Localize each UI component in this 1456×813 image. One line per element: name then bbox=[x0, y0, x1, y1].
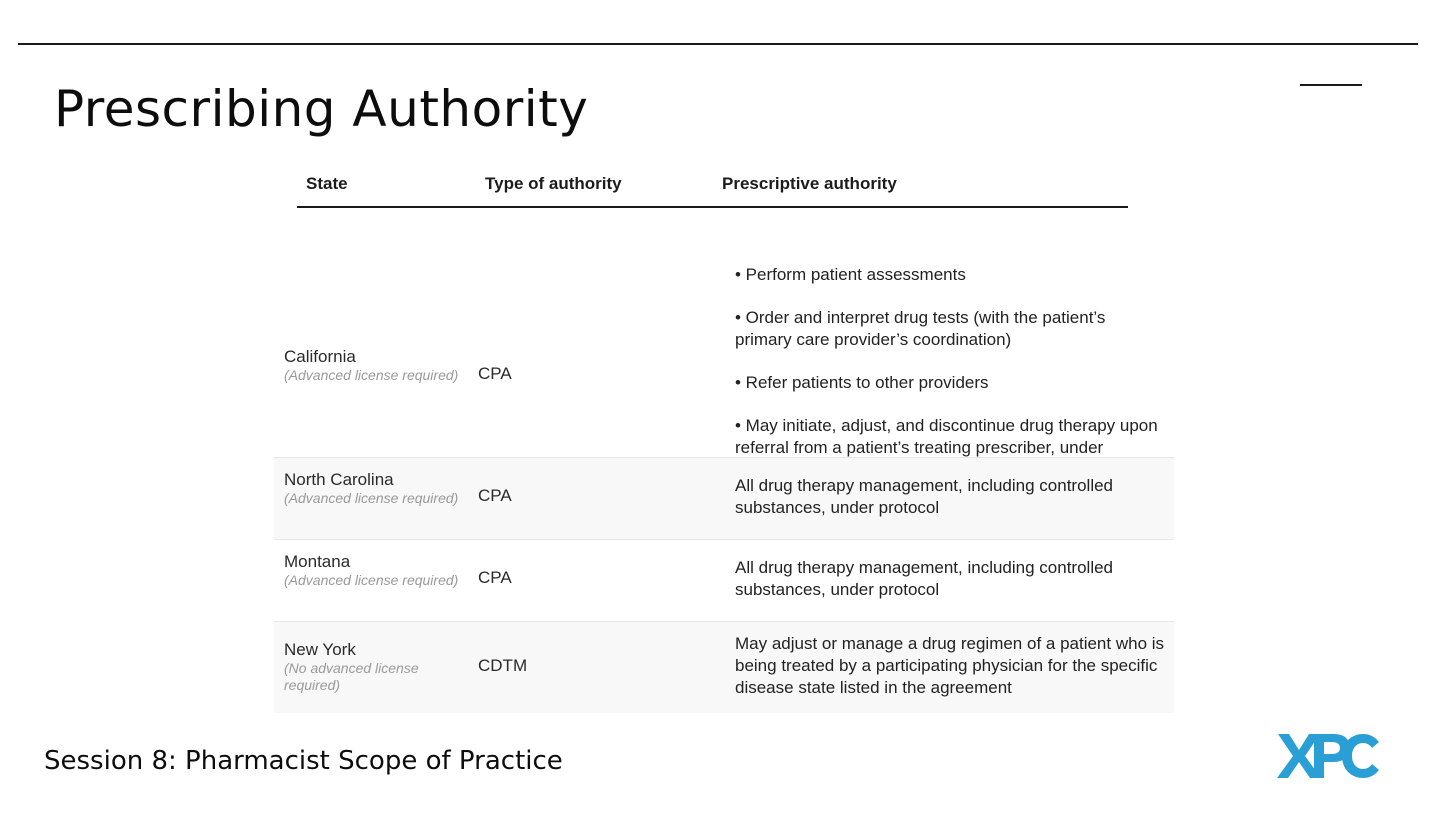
state-cell bbox=[284, 552, 464, 589]
xpc-logo bbox=[1276, 730, 1380, 782]
authority-text: All drug therapy management, including controlled substances, under protocol bbox=[735, 558, 1114, 599]
table-row-north-carolina bbox=[274, 458, 1174, 540]
authority-cell bbox=[735, 475, 1165, 519]
type-cell: CPA bbox=[478, 568, 512, 587]
footer-session-title: Session 8: Pharmacist Scope of Practice bbox=[44, 746, 563, 776]
authority-bullet: • Order and interpret drug tests (with the patient’s primary care provider’s coordination) bbox=[735, 308, 1106, 349]
top-rule bbox=[18, 43, 1418, 45]
state-note: (Advanced license required) bbox=[284, 367, 459, 383]
state-name: California bbox=[284, 347, 356, 366]
type-cell: CDTM bbox=[478, 656, 528, 675]
slide-title: Prescribing Authority bbox=[54, 80, 589, 138]
type-cell: CPA bbox=[478, 486, 512, 505]
authority-cell bbox=[735, 264, 1165, 481]
header-authority: Prescriptive authority bbox=[722, 174, 897, 193]
table-row-new-york bbox=[274, 622, 1174, 713]
authority-cell bbox=[735, 557, 1165, 601]
state-cell bbox=[284, 470, 464, 507]
state-name: New York bbox=[284, 640, 356, 659]
state-name: North Carolina bbox=[284, 470, 394, 489]
table-row-montana bbox=[274, 540, 1174, 622]
state-note: (Advanced license required) bbox=[284, 490, 459, 506]
state-name: Montana bbox=[284, 552, 351, 571]
state-cell bbox=[284, 640, 464, 694]
authority-table bbox=[274, 166, 1174, 713]
state-cell bbox=[284, 347, 464, 384]
state-note: (Advanced license required) bbox=[284, 572, 459, 588]
type-cell: CPA bbox=[478, 364, 512, 383]
authority-bullet: • Perform patient assessments bbox=[735, 265, 966, 284]
header-state: State bbox=[306, 174, 348, 193]
header-type: Type of authority bbox=[485, 174, 622, 193]
table-row-california bbox=[274, 207, 1174, 458]
accent-rule bbox=[1300, 84, 1362, 86]
authority-text: All drug therapy management, including controlled substances, under protocol bbox=[735, 476, 1114, 517]
state-note: (No advanced license required) bbox=[284, 660, 419, 693]
authority-text: May adjust or manage a drug regimen of a patient who is being treated by a participating physician for the specific disease state listed in the agreement bbox=[735, 634, 1165, 697]
table-header-row bbox=[274, 166, 1174, 207]
authority-bullet: • May initiate, adjust, and discontinue drug therapy upon referral from a patient’s treating prescriber, under bbox=[735, 416, 1158, 457]
authority-cell bbox=[735, 633, 1165, 699]
authority-bullet: • Refer patients to other providers bbox=[735, 373, 989, 392]
